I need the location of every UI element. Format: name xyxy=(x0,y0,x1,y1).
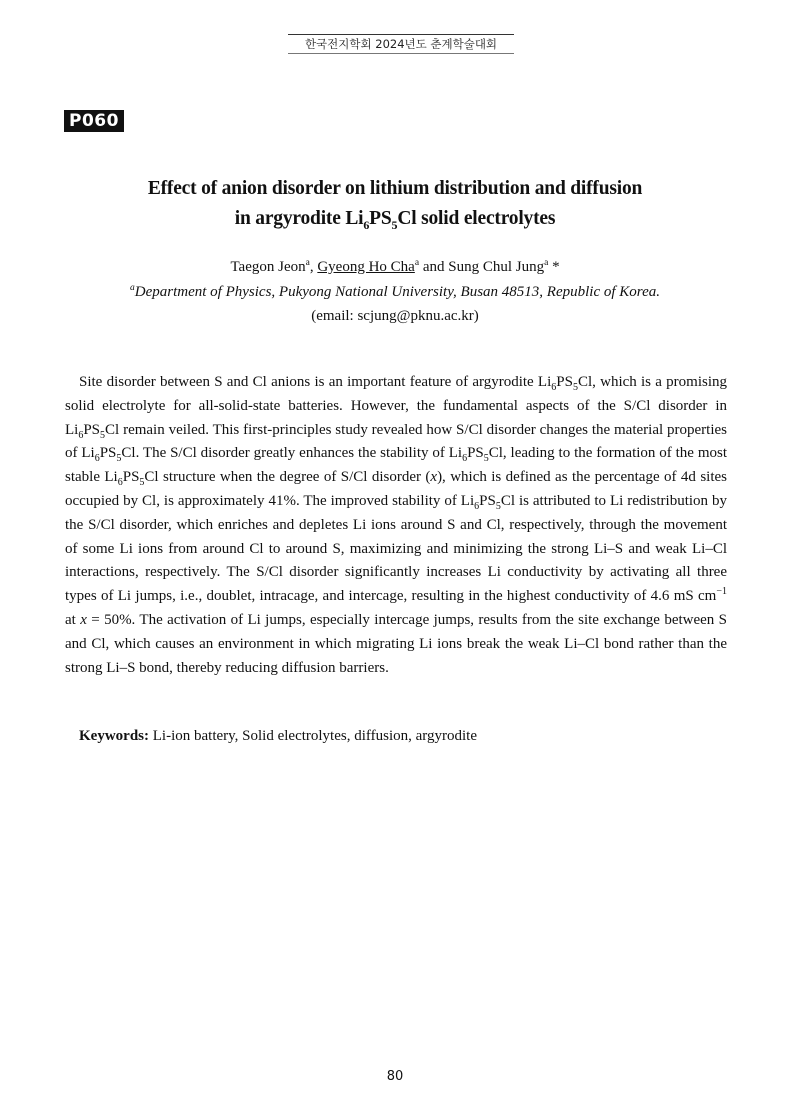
affiliation-text: Department of Physics, Pukyong National University, Busan 48513, Republic of Korea. xyxy=(134,284,660,300)
author-name-presenting: Gyeong Ho Cha xyxy=(317,259,415,275)
keywords xyxy=(79,725,729,747)
affiliation-mark: a xyxy=(414,258,420,268)
poster-code-badge: P060 xyxy=(64,110,124,132)
author-name: Taegon Jeon xyxy=(230,259,306,275)
title-line-1: Effect of anion disorder on lithium distribution and diffusion xyxy=(147,178,643,199)
author-list xyxy=(40,257,750,277)
keywords-label: Keywords: xyxy=(79,728,149,744)
affiliation-mark: a xyxy=(130,283,135,293)
paper-title xyxy=(40,174,750,234)
page-number: 80 xyxy=(386,1069,404,1084)
affiliation-mark: a xyxy=(305,258,310,268)
title-line-2: in argyrodite $Li_6PS_5Cl$ solid electrolytes xyxy=(234,208,556,232)
author-name: Sung Chul Jung xyxy=(448,259,545,275)
corresponding-mark: * xyxy=(548,259,560,275)
abstract-body: Site disorder between S and Cl anions is an important feature of argyrodite $Li_6PS_5Cl$, which is a promising solid electrolyte for all-solid-state batteries. However, the fundamental aspects of the S/Cl disorder in $Li_6PS_5Cl$ remain veiled. This first-principles study revealed how S/Cl disorder changes the material properties of $Li_6PS_5Cl$. The S/Cl disorder greatly enhances the stability of $Li_6PS_5Cl$, leading to the formation of the most stable $Li_6PS_5Cl$ structure when the degree of S/Cl disorder (x), which is defined as the percentage of 4d sites occupied by Cl, is approximately 41%. The improved stability of $Li_6PS_5Cl$ is attributed to Li redistribution by the S/Cl disorder, which enriches and depletes Li ions around S and Cl, respectively, through the movement of some Li ions from around Cl to around S, maximizing and minimizing the strong Li–S and weak Li–Cl interactions, respectively. The S/Cl disorder significantly increases Li conductivity by activating all three types of Li jumps, i.e., doublet, intracage, and intercage, resulting in the highest conductivity of 4.6 mS $cm^{-1}$ at x = 50%. The activation of Li jumps, especially intercage jumps, results from the site exchange between S and Cl, which causes an environment in which migrating Li ions break the weak Li–Cl bond rather than the strong Li–S bond, thereby reducing diffusion barriers. xyxy=(65,374,728,676)
author-separator: and xyxy=(419,259,449,275)
author-separator: , xyxy=(309,259,318,275)
affiliation-mark: a xyxy=(544,258,549,268)
contact-email: (email: scjung@pknu.ac.kr) xyxy=(311,308,479,324)
affiliation xyxy=(40,282,750,302)
running-header: 한국전지학회 2024년도 춘계학술대회 xyxy=(288,34,514,54)
keywords-text: Li-ion battery, Solid electrolytes, diffusion, argyrodite xyxy=(149,728,477,744)
